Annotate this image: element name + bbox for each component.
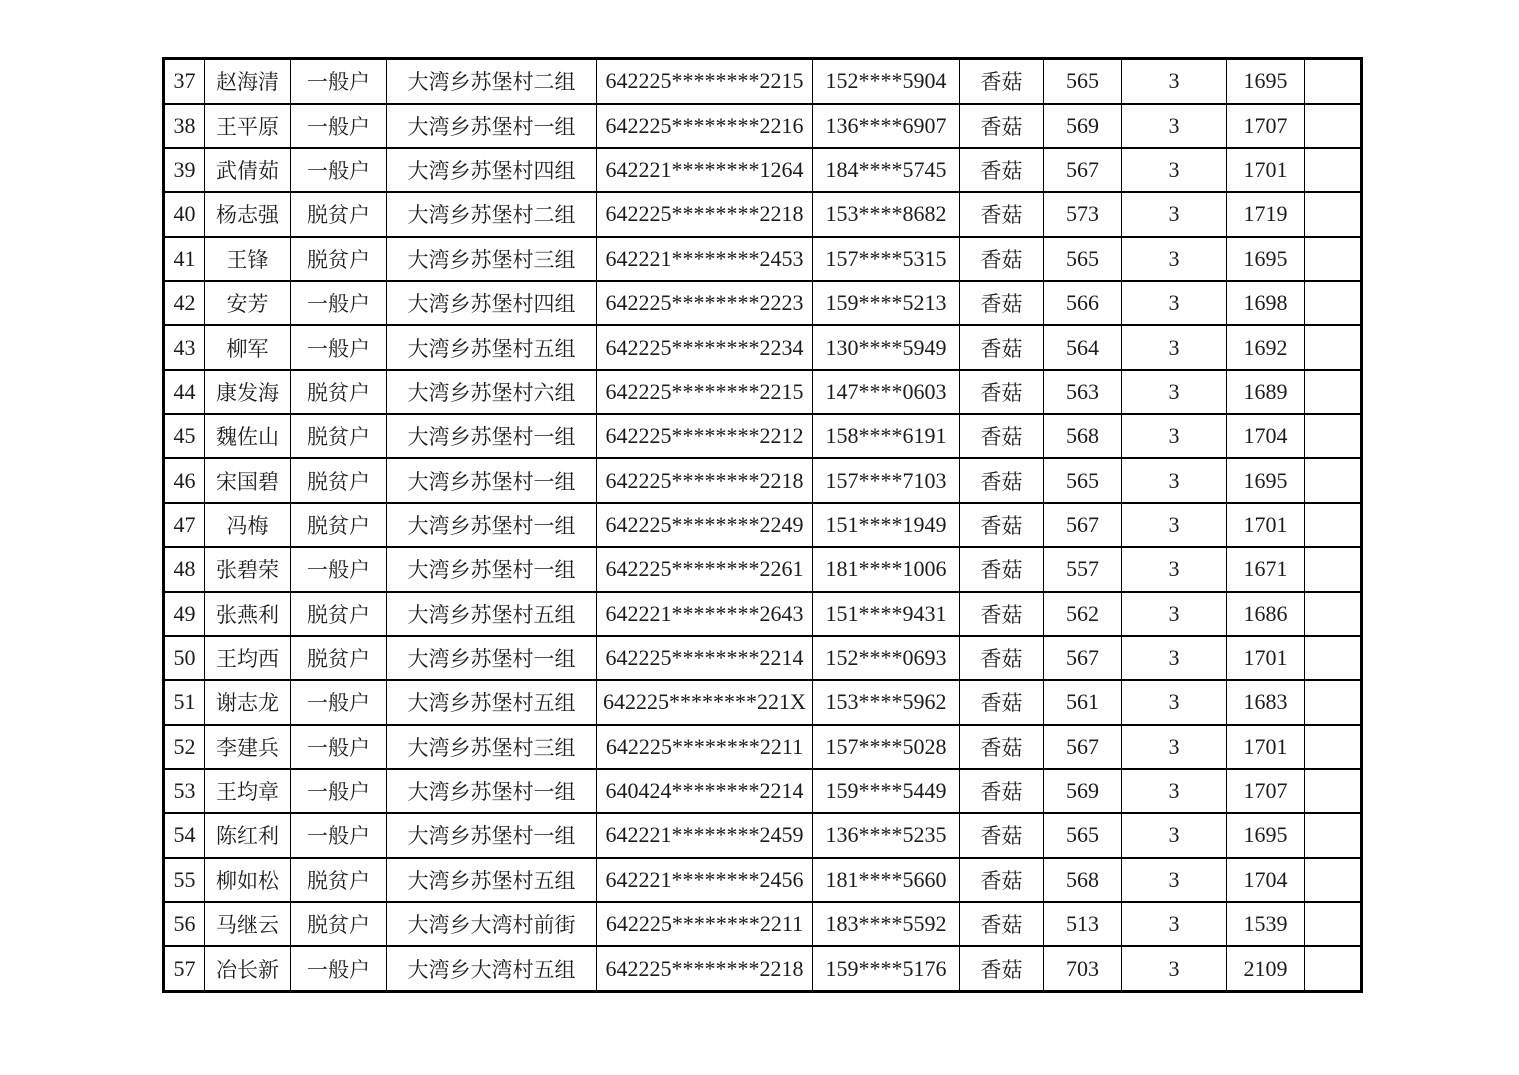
total-cell: 1701 [1227,503,1305,547]
product-cell: 香菇 [960,902,1044,946]
address-cell: 大湾乡苏堡村四组 [387,281,597,325]
quantity-cell: 567 [1044,148,1122,192]
name-cell: 柳如松 [205,858,291,902]
note-cell [1305,104,1362,148]
name-cell: 马继云 [205,902,291,946]
household-type-cell: 脱贫户 [291,192,387,236]
table-row [164,813,1362,857]
table-row [164,592,1362,636]
persons-cell: 3 [1122,458,1227,502]
row-number-cell: 55 [164,858,205,902]
id-number-cell: 642225********2215 [597,59,813,104]
phone-cell: 152****5904 [813,59,960,104]
phone-cell: 136****5235 [813,813,960,857]
address-cell: 大湾乡苏堡村一组 [387,104,597,148]
persons-cell: 3 [1122,680,1227,724]
persons-cell: 3 [1122,858,1227,902]
table-row [164,636,1362,680]
note-cell [1305,503,1362,547]
persons-cell: 3 [1122,104,1227,148]
phone-cell: 183****5592 [813,902,960,946]
row-number-cell: 52 [164,725,205,769]
row-number-cell: 46 [164,458,205,502]
household-type-cell: 一般户 [291,946,387,991]
note-cell [1305,769,1362,813]
household-type-cell: 脱贫户 [291,414,387,458]
row-number-cell: 50 [164,636,205,680]
address-cell: 大湾乡苏堡村五组 [387,680,597,724]
total-cell: 1689 [1227,370,1305,414]
id-number-cell: 642225********2211 [597,725,813,769]
address-cell: 大湾乡苏堡村一组 [387,813,597,857]
table-row [164,858,1362,902]
phone-cell: 181****5660 [813,858,960,902]
table-row [164,725,1362,769]
name-cell: 陈红利 [205,813,291,857]
row-number-cell: 45 [164,414,205,458]
phone-cell: 184****5745 [813,148,960,192]
address-cell: 大湾乡苏堡村五组 [387,858,597,902]
address-cell: 大湾乡苏堡村三组 [387,725,597,769]
persons-cell: 3 [1122,946,1227,991]
quantity-cell: 562 [1044,592,1122,636]
phone-cell: 153****8682 [813,192,960,236]
note-cell [1305,547,1362,591]
quantity-cell: 557 [1044,547,1122,591]
total-cell: 1539 [1227,902,1305,946]
address-cell: 大湾乡苏堡村一组 [387,414,597,458]
total-cell: 1719 [1227,192,1305,236]
name-cell: 王锋 [205,237,291,281]
row-number-cell: 44 [164,370,205,414]
household-type-cell: 一般户 [291,813,387,857]
name-cell: 魏佐山 [205,414,291,458]
total-cell: 1692 [1227,325,1305,369]
total-cell: 1683 [1227,680,1305,724]
note-cell [1305,192,1362,236]
name-cell: 张碧荣 [205,547,291,591]
product-cell: 香菇 [960,503,1044,547]
quantity-cell: 569 [1044,104,1122,148]
name-cell: 冯梅 [205,503,291,547]
phone-cell: 153****5962 [813,680,960,724]
id-number-cell: 642225********2249 [597,503,813,547]
product-cell: 香菇 [960,547,1044,591]
note-cell [1305,592,1362,636]
household-type-cell: 脱贫户 [291,902,387,946]
household-type-cell: 脱贫户 [291,237,387,281]
table-row [164,769,1362,813]
row-number-cell: 43 [164,325,205,369]
id-number-cell: 642225********2211 [597,902,813,946]
product-cell: 香菇 [960,769,1044,813]
persons-cell: 3 [1122,414,1227,458]
household-type-cell: 一般户 [291,104,387,148]
persons-cell: 3 [1122,813,1227,857]
roster-body [164,59,1362,992]
row-number-cell: 48 [164,547,205,591]
table-row [164,192,1362,236]
quantity-cell: 703 [1044,946,1122,991]
name-cell: 王平原 [205,104,291,148]
phone-cell: 151****1949 [813,503,960,547]
phone-cell: 181****1006 [813,547,960,591]
note-cell [1305,148,1362,192]
address-cell: 大湾乡苏堡村五组 [387,592,597,636]
product-cell: 香菇 [960,148,1044,192]
note-cell [1305,237,1362,281]
table-row [164,104,1362,148]
phone-cell: 157****5315 [813,237,960,281]
household-type-cell: 一般户 [291,325,387,369]
name-cell: 王均章 [205,769,291,813]
quantity-cell: 569 [1044,769,1122,813]
total-cell: 1704 [1227,858,1305,902]
note-cell [1305,325,1362,369]
phone-cell: 159****5176 [813,946,960,991]
name-cell: 康发海 [205,370,291,414]
note-cell [1305,636,1362,680]
row-number-cell: 37 [164,59,205,104]
id-number-cell: 642225********2216 [597,104,813,148]
row-number-cell: 49 [164,592,205,636]
product-cell: 香菇 [960,636,1044,680]
address-cell: 大湾乡苏堡村三组 [387,237,597,281]
product-cell: 香菇 [960,458,1044,502]
id-number-cell: 642225********2215 [597,370,813,414]
persons-cell: 3 [1122,769,1227,813]
row-number-cell: 47 [164,503,205,547]
name-cell: 王均西 [205,636,291,680]
household-type-cell: 一般户 [291,148,387,192]
id-number-cell: 642225********2218 [597,458,813,502]
id-number-cell: 640424********2214 [597,769,813,813]
address-cell: 大湾乡苏堡村一组 [387,503,597,547]
row-number-cell: 42 [164,281,205,325]
address-cell: 大湾乡大湾村五组 [387,946,597,991]
roster-table [162,57,1363,993]
household-type-cell: 脱贫户 [291,370,387,414]
product-cell: 香菇 [960,725,1044,769]
quantity-cell: 513 [1044,902,1122,946]
persons-cell: 3 [1122,547,1227,591]
table-row [164,547,1362,591]
quantity-cell: 566 [1044,281,1122,325]
quantity-cell: 564 [1044,325,1122,369]
phone-cell: 147****0603 [813,370,960,414]
name-cell: 冶长新 [205,946,291,991]
id-number-cell: 642221********2643 [597,592,813,636]
note-cell [1305,680,1362,724]
name-cell: 武倩茹 [205,148,291,192]
total-cell: 1704 [1227,414,1305,458]
product-cell: 香菇 [960,680,1044,724]
name-cell: 安芳 [205,281,291,325]
persons-cell: 3 [1122,725,1227,769]
table-row [164,414,1362,458]
product-cell: 香菇 [960,59,1044,104]
quantity-cell: 565 [1044,59,1122,104]
address-cell: 大湾乡苏堡村五组 [387,325,597,369]
note-cell [1305,458,1362,502]
row-number-cell: 57 [164,946,205,991]
quantity-cell: 573 [1044,192,1122,236]
persons-cell: 3 [1122,325,1227,369]
name-cell: 宋国碧 [205,458,291,502]
total-cell: 1671 [1227,547,1305,591]
quantity-cell: 565 [1044,813,1122,857]
address-cell: 大湾乡苏堡村一组 [387,769,597,813]
id-number-cell: 642225********2223 [597,281,813,325]
persons-cell: 3 [1122,59,1227,104]
product-cell: 香菇 [960,946,1044,991]
quantity-cell: 567 [1044,636,1122,680]
phone-cell: 159****5449 [813,769,960,813]
total-cell: 1686 [1227,592,1305,636]
table-row [164,281,1362,325]
row-number-cell: 53 [164,769,205,813]
row-number-cell: 51 [164,680,205,724]
quantity-cell: 561 [1044,680,1122,724]
note-cell [1305,813,1362,857]
household-type-cell: 一般户 [291,59,387,104]
address-cell: 大湾乡苏堡村四组 [387,148,597,192]
id-number-cell: 642225********2218 [597,192,813,236]
total-cell: 1695 [1227,813,1305,857]
product-cell: 香菇 [960,592,1044,636]
household-type-cell: 一般户 [291,680,387,724]
total-cell: 1707 [1227,104,1305,148]
persons-cell: 3 [1122,148,1227,192]
phone-cell: 157****5028 [813,725,960,769]
table-row [164,680,1362,724]
note-cell [1305,414,1362,458]
household-type-cell: 一般户 [291,769,387,813]
persons-cell: 3 [1122,592,1227,636]
note-cell [1305,946,1362,991]
quantity-cell: 565 [1044,458,1122,502]
household-type-cell: 脱贫户 [291,636,387,680]
address-cell: 大湾乡大湾村前街 [387,902,597,946]
address-cell: 大湾乡苏堡村一组 [387,547,597,591]
table-row [164,370,1362,414]
product-cell: 香菇 [960,325,1044,369]
product-cell: 香菇 [960,813,1044,857]
phone-cell: 157****7103 [813,458,960,502]
phone-cell: 159****5213 [813,281,960,325]
id-number-cell: 642225********221X [597,680,813,724]
note-cell [1305,858,1362,902]
address-cell: 大湾乡苏堡村一组 [387,458,597,502]
id-number-cell: 642225********2212 [597,414,813,458]
quantity-cell: 568 [1044,414,1122,458]
product-cell: 香菇 [960,858,1044,902]
id-number-cell: 642225********2234 [597,325,813,369]
quantity-cell: 567 [1044,503,1122,547]
table-row [164,59,1362,104]
table-row [164,148,1362,192]
total-cell: 2109 [1227,946,1305,991]
household-type-cell: 一般户 [291,547,387,591]
note-cell [1305,59,1362,104]
phone-cell: 158****6191 [813,414,960,458]
id-number-cell: 642221********1264 [597,148,813,192]
persons-cell: 3 [1122,370,1227,414]
quantity-cell: 568 [1044,858,1122,902]
total-cell: 1701 [1227,725,1305,769]
note-cell [1305,370,1362,414]
product-cell: 香菇 [960,281,1044,325]
id-number-cell: 642221********2459 [597,813,813,857]
row-number-cell: 40 [164,192,205,236]
address-cell: 大湾乡苏堡村六组 [387,370,597,414]
address-cell: 大湾乡苏堡村二组 [387,59,597,104]
household-type-cell: 一般户 [291,725,387,769]
name-cell: 柳军 [205,325,291,369]
product-cell: 香菇 [960,370,1044,414]
phone-cell: 136****6907 [813,104,960,148]
product-cell: 香菇 [960,237,1044,281]
table-row [164,503,1362,547]
name-cell: 赵海清 [205,59,291,104]
persons-cell: 3 [1122,503,1227,547]
persons-cell: 3 [1122,192,1227,236]
note-cell [1305,281,1362,325]
product-cell: 香菇 [960,192,1044,236]
table-row [164,237,1362,281]
total-cell: 1701 [1227,148,1305,192]
id-number-cell: 642221********2456 [597,858,813,902]
persons-cell: 3 [1122,237,1227,281]
household-type-cell: 脱贫户 [291,503,387,547]
name-cell: 张燕利 [205,592,291,636]
row-number-cell: 41 [164,237,205,281]
quantity-cell: 565 [1044,237,1122,281]
total-cell: 1707 [1227,769,1305,813]
total-cell: 1695 [1227,59,1305,104]
persons-cell: 3 [1122,902,1227,946]
name-cell: 谢志龙 [205,680,291,724]
name-cell: 李建兵 [205,725,291,769]
persons-cell: 3 [1122,281,1227,325]
row-number-cell: 56 [164,902,205,946]
row-number-cell: 38 [164,104,205,148]
phone-cell: 130****5949 [813,325,960,369]
table-row [164,902,1362,946]
row-number-cell: 39 [164,148,205,192]
table-row [164,325,1362,369]
table-row [164,946,1362,991]
note-cell [1305,902,1362,946]
household-type-cell: 脱贫户 [291,592,387,636]
id-number-cell: 642225********2261 [597,547,813,591]
household-type-cell: 脱贫户 [291,858,387,902]
id-number-cell: 642225********2214 [597,636,813,680]
product-cell: 香菇 [960,104,1044,148]
phone-cell: 152****0693 [813,636,960,680]
row-number-cell: 54 [164,813,205,857]
total-cell: 1698 [1227,281,1305,325]
phone-cell: 151****9431 [813,592,960,636]
note-cell [1305,725,1362,769]
name-cell: 杨志强 [205,192,291,236]
table-row [164,458,1362,502]
household-type-cell: 一般户 [291,281,387,325]
total-cell: 1701 [1227,636,1305,680]
quantity-cell: 563 [1044,370,1122,414]
household-type-cell: 脱贫户 [291,458,387,502]
product-cell: 香菇 [960,414,1044,458]
address-cell: 大湾乡苏堡村二组 [387,192,597,236]
id-number-cell: 642225********2218 [597,946,813,991]
total-cell: 1695 [1227,237,1305,281]
persons-cell: 3 [1122,636,1227,680]
total-cell: 1695 [1227,458,1305,502]
address-cell: 大湾乡苏堡村一组 [387,636,597,680]
id-number-cell: 642221********2453 [597,237,813,281]
quantity-cell: 567 [1044,725,1122,769]
